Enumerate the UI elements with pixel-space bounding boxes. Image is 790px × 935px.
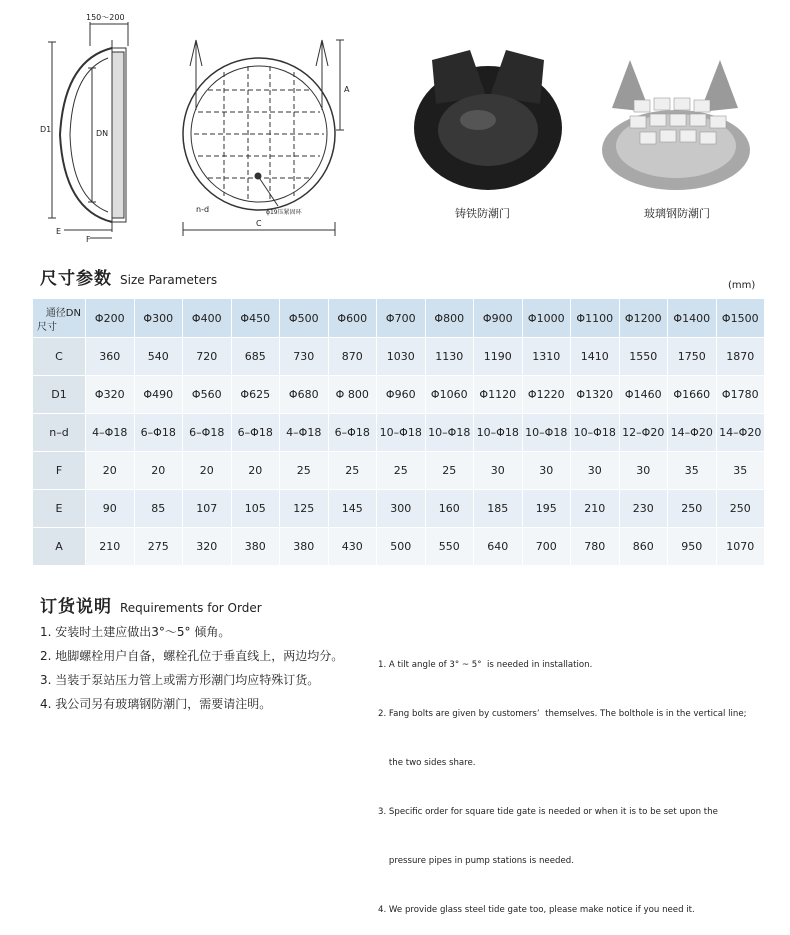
nd-label: n-d [196,205,210,214]
table-cell: 14–Φ20 [668,414,717,452]
req-en-item: 2. Fang bolts are given by customers’ themselves. The bolthole is in the vertical line; [378,709,747,719]
a-label: A [344,85,350,94]
requirements-en-list [378,622,783,935]
table-cell: Φ1120 [474,376,523,414]
table-cell: 30 [571,452,620,490]
req-en-item: the two sides share. [378,758,476,768]
size-title-cn: 尺寸参数 [40,269,112,289]
table-cell: Φ960 [377,376,426,414]
table-cell: 540 [134,338,183,376]
dn-header-cell: Φ800 [425,299,474,338]
table-cell: 107 [183,490,232,528]
order-section-title [40,592,262,617]
table-cell: Φ680 [280,376,329,414]
e-label: E [56,227,62,236]
dn-header-cell: Φ300 [134,299,183,338]
table-header-row [33,299,765,338]
table-cell: 640 [474,528,523,566]
size-table [32,298,765,566]
cast-iron-caption: 铸铁防潮门 [455,207,510,220]
table-cell: 1310 [522,338,571,376]
frp-caption: 玻璃钢防潮门 [644,207,710,220]
req-cn-item: 3. 当装于泵站压力管上或需方形潮门均应特殊订货。 [40,673,320,687]
table-cell: 700 [522,528,571,566]
table-row [33,528,765,566]
requirements-cn-list [40,620,370,716]
table-cell: Φ490 [134,376,183,414]
table-cell: 870 [328,338,377,376]
table-cell: 25 [328,452,377,490]
table-cell: 14–Φ20 [716,414,765,452]
table-cell: Φ1060 [425,376,474,414]
table-cell: 4–Φ18 [86,414,135,452]
req-en-item: 3. Specific order for square tide gate is needed or when it is to be set upon the [378,807,718,817]
req-en-item: 4. We provide glass steel tide gate too, please make notice if you need it. [378,905,695,915]
size-section-title [40,264,217,289]
frp-gate-photo [602,60,750,190]
table-cell: 1750 [668,338,717,376]
row-label-cell: n–d [33,414,86,452]
dn-header-cell: Φ1400 [668,299,717,338]
table-cell: Φ1660 [668,376,717,414]
f-label: F [86,235,91,244]
table-cell: 20 [86,452,135,490]
table-cell: 500 [377,528,426,566]
table-cell: 20 [183,452,232,490]
table-corner-cell [33,299,86,338]
table-cell: 85 [134,490,183,528]
table-cell: 380 [280,528,329,566]
table-cell: Φ 800 [328,376,377,414]
corner-size-label: 尺寸 [37,322,57,333]
table-cell: 275 [134,528,183,566]
table-cell: 430 [328,528,377,566]
table-cell: 145 [328,490,377,528]
req-en-item: 1. A tilt angle of 3° ~ 5° is needed in installation. [378,660,593,670]
table-row [33,338,765,376]
table-cell: 1550 [619,338,668,376]
table-cell: 685 [231,338,280,376]
dn-label: DN [96,129,109,138]
table-cell: 10–Φ18 [522,414,571,452]
dn-header-cell: Φ450 [231,299,280,338]
table-cell: 380 [231,528,280,566]
unit-label: (mm) [728,280,756,291]
row-label-cell: D1 [33,376,86,414]
table-cell: 210 [571,490,620,528]
order-title-en: Requirements for Order [120,601,262,615]
corner-dn-label: 通径DN [45,308,81,319]
table-cell: 195 [522,490,571,528]
table-cell: 6–Φ18 [183,414,232,452]
table-row [33,452,765,490]
table-cell: 550 [425,528,474,566]
table-cell: Φ560 [183,376,232,414]
table-cell: 160 [425,490,474,528]
table-cell: 10–Φ18 [571,414,620,452]
table-cell: 860 [619,528,668,566]
table-cell: 4–Φ18 [280,414,329,452]
table-cell: 20 [231,452,280,490]
note-label: ϕ19压紧固环 [266,209,302,216]
table-cell: Φ1460 [619,376,668,414]
dn-header-cell: Φ400 [183,299,232,338]
row-label-cell: A [33,528,86,566]
c-label: C [256,219,262,228]
table-cell: 10–Φ18 [425,414,474,452]
table-cell: 6–Φ18 [134,414,183,452]
table-cell: Φ1220 [522,376,571,414]
table-cell: 1190 [474,338,523,376]
dn-header-cell: Φ900 [474,299,523,338]
dn-header-cell: Φ1000 [522,299,571,338]
req-en-item: pressure pipes in pump stations is needed. [378,856,574,866]
table-cell: 30 [474,452,523,490]
table-row [33,414,765,452]
table-cell: Φ1320 [571,376,620,414]
table-cell: 1030 [377,338,426,376]
table-cell: 210 [86,528,135,566]
table-cell: 30 [522,452,571,490]
table-cell: 1410 [571,338,620,376]
dn-header-cell: Φ1200 [619,299,668,338]
drawings-area [0,0,790,256]
size-title-en: Size Parameters [120,273,218,287]
table-cell: 125 [280,490,329,528]
table-cell: 185 [474,490,523,528]
table-cell: 10–Φ18 [474,414,523,452]
dn-header-cell: Φ1100 [571,299,620,338]
table-cell: 1130 [425,338,474,376]
dn-header-cell: Φ1500 [716,299,765,338]
cast-iron-gate-photo [414,50,562,190]
table-cell: 10–Φ18 [377,414,426,452]
table-cell: 950 [668,528,717,566]
table-cell: 300 [377,490,426,528]
table-cell: 12–Φ20 [619,414,668,452]
table-cell: 20 [134,452,183,490]
table-cell: 780 [571,528,620,566]
table-cell: 320 [183,528,232,566]
dn-header-cell: Φ700 [377,299,426,338]
table-cell: 35 [716,452,765,490]
table-cell: 250 [716,490,765,528]
req-cn-item: 4. 我公司另有玻璃钢防潮门，需要请注明。 [40,697,272,711]
table-cell: Φ320 [86,376,135,414]
table-cell: 720 [183,338,232,376]
table-cell: Φ625 [231,376,280,414]
table-cell: 35 [668,452,717,490]
table-cell: 25 [280,452,329,490]
table-row [33,376,765,414]
dim-top-label: 150～200 [86,13,125,22]
table-cell: 6–Φ18 [328,414,377,452]
dn-header-cell: Φ200 [86,299,135,338]
table-cell: 1070 [716,528,765,566]
side-section-drawing [48,22,128,238]
d1-label: D1 [40,125,52,134]
table-cell: Φ1780 [716,376,765,414]
table-cell: 1870 [716,338,765,376]
table-cell: 105 [231,490,280,528]
table-cell: 30 [619,452,668,490]
table-cell: 360 [86,338,135,376]
table-cell: 730 [280,338,329,376]
table-cell: 6–Φ18 [231,414,280,452]
dn-header-cell: Φ600 [328,299,377,338]
table-row [33,490,765,528]
order-title-cn: 订货说明 [40,597,112,617]
table-cell: 230 [619,490,668,528]
row-label-cell: E [33,490,86,528]
table-cell: 250 [668,490,717,528]
technical-drawings [0,0,790,256]
dn-header-cell: Φ500 [280,299,329,338]
req-cn-item: 1. 安装时土建应做出3°～5° 倾角。 [40,625,231,639]
table-cell: 90 [86,490,135,528]
table-cell: 25 [425,452,474,490]
table-cell: 25 [377,452,426,490]
row-label-cell: C [33,338,86,376]
req-cn-item: 2. 地脚螺栓用户自备，螺栓孔位于垂直线上，两边均分。 [40,649,344,663]
row-label-cell: F [33,452,86,490]
